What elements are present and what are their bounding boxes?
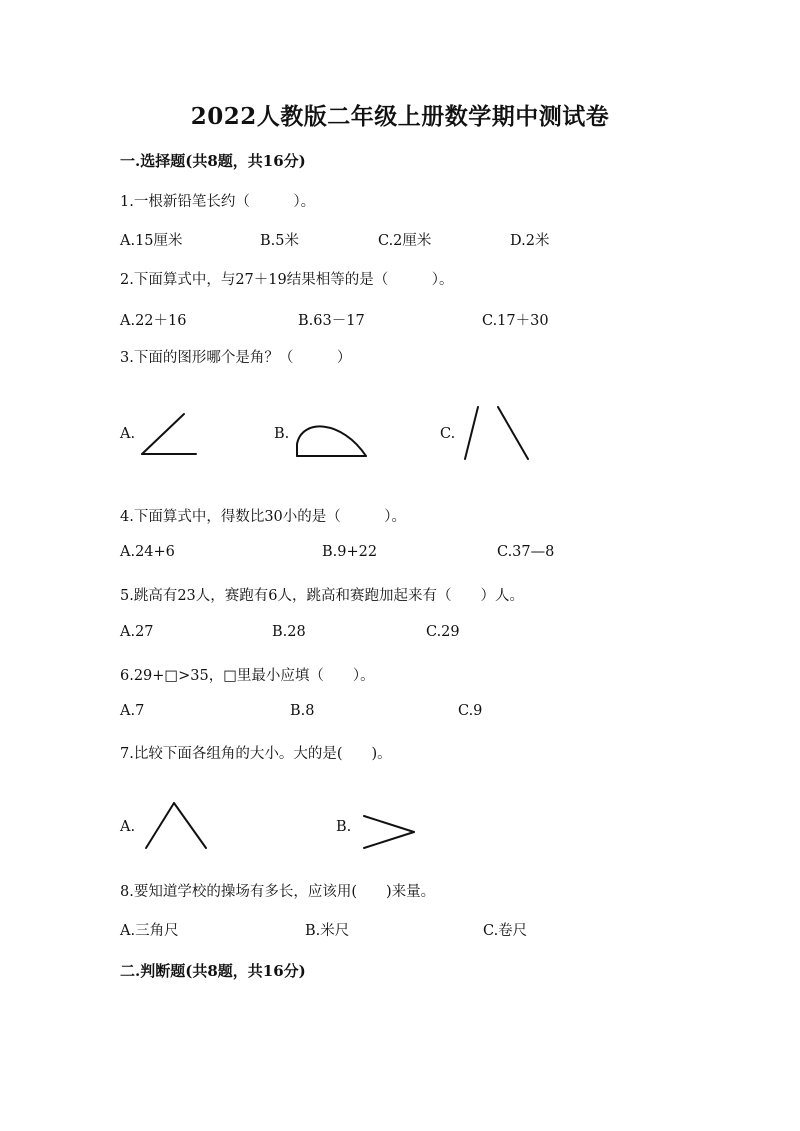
q8-option-b: B.米尺 <box>305 923 350 939</box>
question-5: 5.跳高有23人，赛跑有6人，跳高和赛跑加起来有（ ）人。 <box>120 588 525 604</box>
q4-option-c: C.37—8 <box>497 544 555 560</box>
q3-option-b: B. <box>274 426 290 442</box>
q1-option-c: C.2厘米 <box>378 233 432 249</box>
question-2: 2.下面算式中，与27＋19结果相等的是（ ）。 <box>120 272 454 288</box>
q2-option-b: B.63－17 <box>298 313 365 329</box>
section-heading-choice: 一.选择题(共8题，共16分) <box>120 152 306 170</box>
q5-option-a: A.27 <box>120 624 154 640</box>
q7-figure-b-angle <box>358 812 422 854</box>
q1-option-b: B.5米 <box>260 233 299 249</box>
q3-figure-b-curve <box>292 418 372 462</box>
question-6: 6.29+□>35，□里最小应填（ ）。 <box>120 668 375 684</box>
question-7: 7.比较下面各组角的大小。大的是( )。 <box>120 746 392 762</box>
q5-option-c: C.29 <box>426 624 460 640</box>
q3-figure-a-angle <box>138 410 202 462</box>
q8-option-a: A.三角尺 <box>120 923 179 939</box>
page-title: 2022人教版二年级上册数学期中测试卷 <box>190 103 610 130</box>
question-4: 4.下面算式中，得数比30小的是（ ）。 <box>120 509 407 525</box>
section-heading-judgment: 二.判断题(共8题，共16分) <box>120 962 306 980</box>
q3-option-a: A. <box>120 426 136 442</box>
q5-option-b: B.28 <box>272 624 306 640</box>
q4-option-b: B.9+22 <box>322 544 378 560</box>
q1-option-d: D.2米 <box>510 233 550 249</box>
q3-option-c: C. <box>440 426 456 442</box>
q8-option-c: C.卷尺 <box>483 923 528 939</box>
question-8: 8.要知道学校的操场有多长，应该用( )来量。 <box>120 884 436 900</box>
q2-option-a: A.22＋16 <box>120 313 187 329</box>
q4-option-a: A.24+6 <box>120 544 175 560</box>
question-3: 3.下面的图形哪个是角？（ ） <box>120 350 352 366</box>
q3-figure-c-lines <box>458 403 536 465</box>
q7-option-b: B. <box>336 819 352 835</box>
q7-option-a: A. <box>120 819 136 835</box>
q2-option-c: C.17＋30 <box>482 313 549 329</box>
q7-figure-a-angle <box>140 798 214 854</box>
question-1: 1.一根新铅笔长约（ ）。 <box>120 194 316 210</box>
q1-option-a: A.15厘米 <box>120 233 183 249</box>
q6-option-c: C.9 <box>458 703 483 719</box>
q6-option-a: A.7 <box>120 703 145 719</box>
q6-option-b: B.8 <box>290 703 315 719</box>
